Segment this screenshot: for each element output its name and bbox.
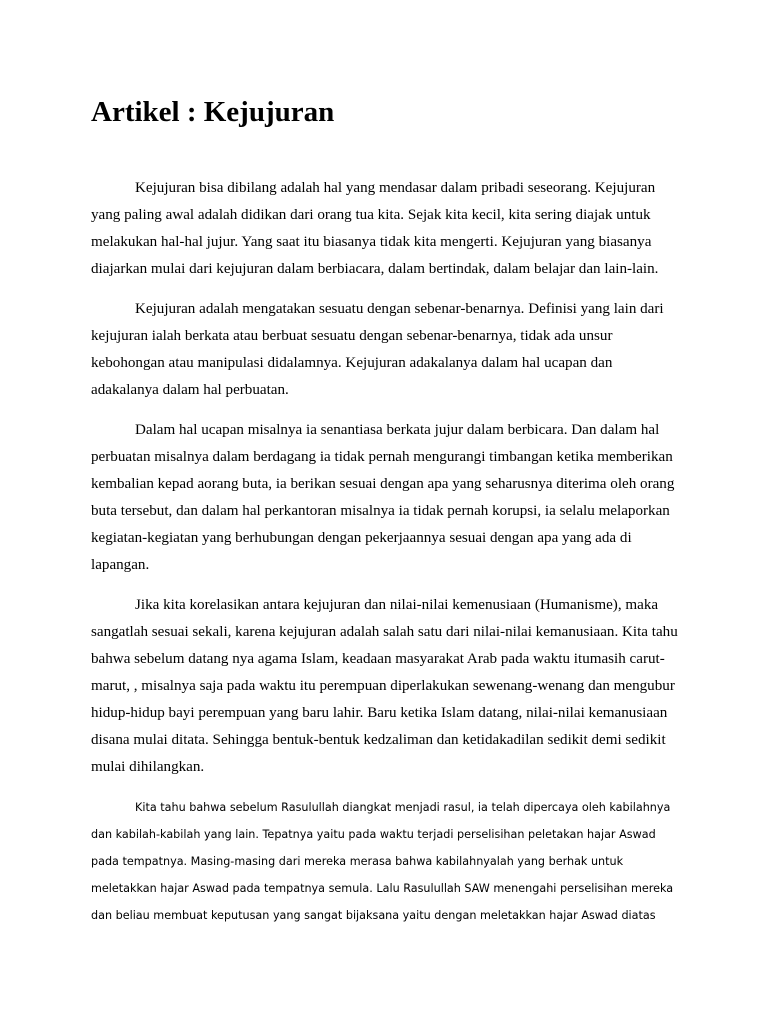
paragraph-5: Kita tahu bahwa sebelum Rasulullah diangkat menjadi rasul, ia telah dipercaya oleh kabilahnya dan kabilah-kabilah yang lain. Tepatnya yaitu pada waktu terjadi perselisihan peletakan hajar Aswad pada tempatnya. Masing-masing dari mereka merasa bahwa kabilahnyalah yang berhak untuk meletakkan hajar Aswad pada tempatnya semula. Lalu Rasulullah SAW menengahi perselisihan mereka dan beliau membuat keputusan yang sangat bijaksana yaitu dengan meletakkan hajar Aswad diatas	[91, 801, 674, 922]
article-title: Artikel : Kejujuran	[91, 96, 335, 128]
paragraph-1: Kejujuran bisa dibilang adalah hal yang mendasar dalam pribadi seseorang. Kejujuran yang paling awal adalah didikan dari orang tua kita. Sejak kita kecil, kita sering diajak untuk melakukan hal-hal jujur. Yang saat itu biasanya tidak kita mengerti. Kejujuran yang biasanya diajarkan mulai dari kejujuran dalam berbiacara, dalam bertindak, dalam belajar dan lain-lain.	[91, 180, 659, 277]
article-body	[91, 175, 679, 942]
paragraph-3: Dalam hal ucapan misalnya ia senantiasa berkata jujur dalam berbicara. Dan dalam hal perbuatan misalnya dalam berdagang ia tidak pernah mengurangi timbangan ketika memberikan kembalian kepad aorang buta, ia berikan sesuai dengan apa yang seharusnya diterima oleh orang buta tersebut, dan dalam hal perkantoran misalnya ia tidak pernah korupsi, ia selalu melaporkan kegiatan-kegiatan yang berhubungan dengan pekerjaannya sesuai dengan apa yang ada di lapangan.	[91, 422, 675, 573]
paragraph-2: Kejujuran adalah mengatakan sesuatu dengan sebenar-benarnya. Definisi yang lain dari kejujuran ialah berkata atau berbuat sesuatu dengan sebenar-benarnya, tidak ada unsur kebohongan atau manipulasi didalamnya. Kejujuran adakalanya dalam hal ucapan dan adakalanya dalam hal perbuatan.	[91, 301, 664, 398]
paragraph-4: Jika kita korelasikan antara kejujuran dan nilai-nilai kemenusiaan (Humanisme), maka sangatlah sesuai sekali, karena kejujuran adalah salah satu dari nilai-nilai kemanusiaan. Kita tahu bahwa sebelum datang nya agama Islam, keadaan masyarakat Arab pada waktu itumasih carut-marut, , misalnya saja pada waktu itu perempuan diperlakukan sewenang-wenang dan mengubur hidup-hidup bayi perempuan yang baru lahir. Baru ketika Islam datang, nilai-nilai kemanusiaan disana mulai ditata. Sehingga bentuk-bentuk kedzaliman dan ketidakadilan sedikit demi sedikit mulai dihilangkan.	[91, 597, 678, 775]
